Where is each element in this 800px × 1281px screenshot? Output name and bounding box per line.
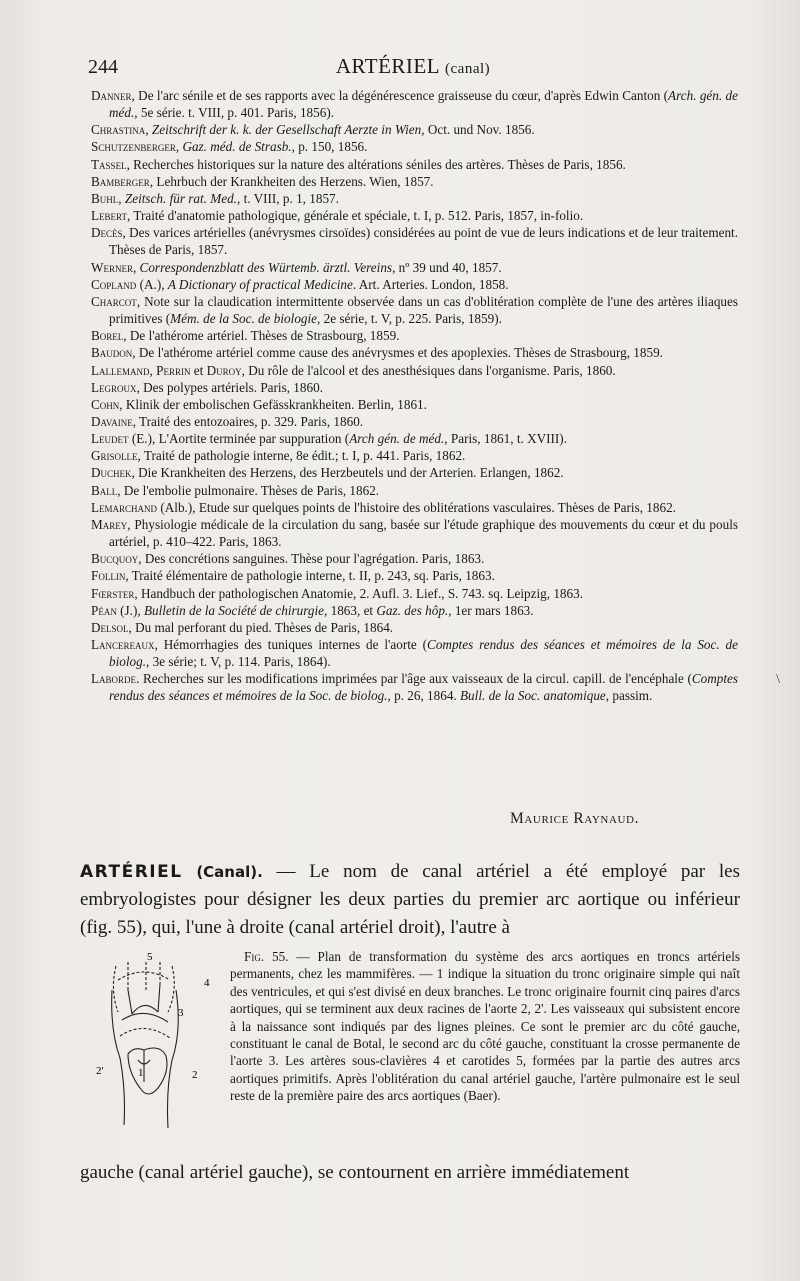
bibliography-entry (91, 156, 738, 173)
entry-source-title: Bull. de la Soc. anatomique (460, 688, 606, 704)
entry-author: Lallemand, Perrin (91, 362, 191, 378)
running-title-main: ARTÉRIEL (335, 54, 440, 78)
entry-text: , p. 150, 1856. (291, 139, 368, 155)
bibliography-entry (91, 585, 738, 602)
entry-author: Leudet (91, 431, 129, 447)
entry-text: , passim. (605, 688, 653, 704)
entry-author: Legroux (91, 379, 137, 395)
entry-text: , nº 39 und 40, 1857. (392, 259, 502, 275)
bibliography-entry (91, 138, 738, 155)
page-header (88, 52, 738, 82)
entry-author: Borel (91, 328, 124, 344)
entry-text: , p. 26, 1864. (387, 688, 460, 704)
bibliography-entry (91, 567, 738, 584)
entry-author: Duchek (91, 465, 132, 481)
entry-author: Baudon (91, 345, 133, 361)
entry-text: , Traité des entozoaires, p. 329. Paris, 1860. (132, 413, 364, 429)
entry-text: , Des polypes artériels. Paris, 1860. (136, 379, 323, 395)
entry-text: , Note sur la claudication intermittente observée dans un cas d'oblitération complète de l'une des artères iliaques primitives ( (109, 293, 738, 327)
author-signature: Maurice Raynaud. (510, 810, 640, 827)
entry-author: Lebert (91, 208, 128, 224)
entry-author: Decès (91, 225, 123, 241)
entry-text: , 5e série. t. VIII, p. 401. Paris, 1856). (134, 105, 335, 121)
running-title-sub: (canal) (445, 61, 491, 77)
bibliography-entry (91, 207, 738, 224)
bibliography-entry (91, 362, 738, 379)
entry-source-title: A Dictionary of practical Medicine (167, 276, 353, 292)
entry-text: , (132, 259, 140, 275)
bibliography-entry (91, 636, 738, 670)
entry-author: Fœrster (91, 585, 135, 601)
bibliography-entry (91, 516, 738, 550)
entry-source-title: Bulletin de la Société de chirurgie (143, 602, 325, 618)
entry-author: Bamberger (91, 173, 150, 189)
bibliography-entry (91, 276, 738, 293)
entry-text: , Lehrbuch der Krankheiten des Herzens. Wien, 1857. (149, 173, 434, 189)
entry-author: Cohn (91, 396, 120, 412)
article-headword-qualifier: (Canal). (196, 863, 263, 881)
entry-text: , De l'athérome artériel comme cause des anévrysmes et des apoplexies. Thèses de Strasbourg, 1859. (132, 345, 663, 361)
entry-source-title: Gaz. des hôp. (376, 602, 449, 618)
entry-text: , Des concrétions sanguines. Thèse pour l'agrégation. Paris, 1863. (138, 551, 485, 567)
entry-author: Grisolle (91, 448, 138, 464)
figure-55-caption (230, 948, 740, 1105)
bibliography (91, 87, 738, 705)
bibliography-entry (91, 190, 738, 207)
article-body-intro: — Le nom de canal artériel a été employé par les embryologistes pour désigner les deux parties du premier arc aortique ou inférieur (fig. 55), qui, l'une à droite (canal artériel droit), l'autre à (80, 861, 740, 938)
caption-text: — Plan de transformation du système des arcs aortiques en troncs artériels permanents, chez les mammifères. — 1 indique la situation du tronc originaire simple qui naît des ventricules, et qui s'est divisé en deux branches. Le tronc originaire fournit cinq paires d'arcs aortiques, qui se terminent aux deux racines de l'aorte 2, 2'. Les vaisseaux qui subsistent encore à la naissance sont indiqués par des lignes pleines. Ce sont le premier arc du côté gauche, constituant le canal de Botal, le second arc du côté gauche, constituant la crosse permanente de l'aorte 3. Les artères sous-clavières 4 et carotides 5, formées par la partie des autres arcs aortiques primitifs. Après l'oblitération du canal artériel gauche, l'artère pulmonaire est le seul reste de la première paire des arcs aortiques (Baer). (230, 949, 740, 1104)
entry-text: , De l'embolie pulmonaire. Thèses de Paris, 1862. (117, 482, 380, 498)
entry-author: Schutzenberger (91, 139, 176, 155)
bibliography-entry (91, 396, 738, 413)
entry-text: , t. VIII, p. 1, 1857. (236, 190, 339, 206)
bibliography-entry (91, 464, 738, 481)
entry-text: , Des varices artérielles (anévrysmes cirsoïdes) considérées au point de vue de leurs indications et de leur traitement. Thèses de Paris, 1857. (109, 225, 738, 258)
entry-author: Davaine (91, 413, 133, 429)
article-intro (80, 858, 740, 942)
bibliography-entry (91, 344, 738, 361)
entry-source-title: Arch gén. de méd. (349, 431, 445, 447)
entry-text: , Handbuch der pathologischen Anatomie, 2. Aufl. 3. Lief., S. 743. sq. Leipzig, 1863. (134, 585, 584, 601)
entry-source-title: Zeitschrift der k. k. der Gesellschaft Aerzte in Wien (151, 122, 422, 138)
entry-source-title: Gaz. méd. de Strasb. (182, 139, 292, 155)
bibliography-entry (91, 87, 738, 121)
entry-text: . Recherches sur les modifications imprimées par l'âge aux vaisseaux de la circul. capill. de l'encéphale ( (136, 671, 692, 687)
entry-author: Péan (91, 602, 117, 618)
entry-author: Chrastina (91, 122, 146, 138)
figure-label-2: 2 (192, 1069, 198, 1081)
entry-author: Lancereaux (91, 637, 155, 652)
entry-text: , Recherches historiques sur la nature des altérations séniles des artères. Thèses de Paris, 1856. (126, 156, 626, 172)
bibliography-entry (91, 482, 738, 499)
entry-author: Follin (91, 568, 126, 584)
entry-text: , (118, 190, 125, 206)
article-headword: ARTÉRIEL (80, 862, 183, 882)
figure-label-1: 1 (138, 1067, 144, 1079)
entry-source-title: Correspondenzblatt des Würtemb. ärztl. Vereins (139, 259, 393, 275)
entry-text: , Traité élémentaire de pathologie interne, t. II, p. 243, sq. Paris, 1863. (125, 568, 495, 584)
bibliography-entry (91, 602, 738, 619)
entry-source-title: Arch. gén. de méd. (109, 88, 738, 121)
entry-author: Duroy (206, 362, 242, 378)
entry-text: , Physiologie médicale de la circulation du sang, basée sur l'étude graphique des mouvements du cœur et du pouls artériel, p. 410–422. Paris, 1863. (109, 516, 738, 550)
entry-text: (A.), (136, 276, 168, 292)
entry-author: Marey (91, 516, 128, 532)
entry-text: , (145, 122, 152, 138)
bibliography-entry (91, 379, 738, 396)
entry-author: Laborde (91, 671, 137, 687)
entry-text: , Oct. und Nov. 1856. (421, 122, 535, 138)
figure-55-aortic-arches-diagram (88, 950, 220, 1150)
entry-text: (J.), (116, 602, 144, 618)
entry-author: Bucquoy (91, 551, 139, 567)
bibliography-entry (91, 430, 738, 447)
running-title (88, 54, 738, 79)
entry-author: Danner (91, 88, 132, 103)
entry-text: , 3e série; t. V, p. 114. Paris, 1864). (146, 654, 331, 670)
figure-label-2-prime: 2' (96, 1065, 104, 1077)
entry-text: , Du rôle de l'alcool et des anesthésiques dans l'organisme. Paris, 1860. (241, 362, 616, 378)
page-number: 244 (88, 56, 118, 78)
entry-text: , Die Krankheiten des Herzens, des Herzbeutels und der Arterien. Erlangen, 1862. (131, 465, 564, 481)
entry-text: , 1er mars 1863. (448, 602, 534, 618)
entry-author: Buhl (91, 190, 119, 206)
entry-text: (Alb.), Etude sur quelques points de l'histoire des oblitérations vasculaires. Thèses de Paris, 1862. (157, 499, 676, 515)
entry-text: , Hémorrhagies des tuniques internes de l'aorte ( (154, 637, 428, 652)
figure-label-4: 4 (204, 977, 210, 989)
entry-text: . Art. Arteries. London, 1858. (352, 276, 509, 292)
entry-text: , Traité de pathologie interne, 8e édit.; t. I, p. 441. Paris, 1862. (137, 448, 466, 464)
bibliography-entry (91, 499, 738, 516)
entry-author: Werner (91, 259, 133, 275)
entry-author: Lemarchand (91, 499, 158, 515)
article-body-closing: gauche (canal artériel gauche), se contournent en arrière immédiatement (80, 1162, 630, 1183)
margin-mark: \ (776, 672, 780, 687)
entry-source-title: Comptes rendus des séances et mémoires de la Soc. de biolog. (109, 671, 738, 704)
bibliography-entry (91, 550, 738, 567)
bibliography-entry (91, 619, 738, 636)
entry-author: Copland (91, 276, 137, 292)
bibliography-entry (91, 173, 738, 190)
entry-source-title: Zeitsch. für rat. Med. (124, 190, 237, 206)
bibliography-entry (91, 327, 738, 344)
entry-text: , De l'arc sénile et de ses rapports avec la dégénérescence graisseuse du cœur, d'après Edwin Canton ( (131, 88, 669, 103)
entry-author: Tassel (91, 156, 127, 172)
entry-text: et (190, 362, 207, 378)
entry-text: , Klinik der embolischen Gefässkrankheiten. Berlin, 1861. (119, 396, 427, 412)
entry-text: , Traité d'anatomie pathologique, générale et spéciale, t. I, p. 512. Paris, 1857, in-folio. (127, 208, 584, 224)
entry-author: Charcot (91, 293, 137, 309)
entry-author: Delsol (91, 619, 129, 635)
entry-author: Ball (91, 482, 118, 498)
caption-label: Fig. 55. (244, 949, 289, 964)
figure-label-3: 3 (178, 1007, 184, 1019)
bibliography-entry (91, 121, 738, 138)
bibliography-entry (91, 259, 738, 276)
figure-label-5: 5 (147, 951, 153, 963)
entry-source-title: Comptes rendus des séances et mémoires de la Soc. de biolog. (109, 637, 739, 670)
bibliography-entry (91, 293, 738, 327)
bibliography-entry (91, 447, 738, 464)
entry-text: , 1863, et (324, 602, 377, 618)
bibliography-entry (91, 670, 738, 704)
entry-text: , Paris, 1861, t. XVIII). (444, 431, 567, 447)
bibliography-entry (91, 224, 738, 258)
bibliography-entry (91, 413, 738, 430)
entry-text: , (175, 139, 183, 155)
entry-text: , 2e série, t. V, p. 225. Paris, 1859). (317, 311, 502, 327)
entry-source-title: Mém. de la Soc. de biologie (170, 311, 318, 327)
entry-text: , De l'athérome artériel. Thèses de Strasbourg, 1859. (123, 328, 400, 344)
entry-text: , Du mal perforant du pied. Thèses de Paris, 1864. (128, 619, 394, 635)
entry-text: (E.), L'Aortite terminée par suppuration ( (128, 431, 350, 447)
